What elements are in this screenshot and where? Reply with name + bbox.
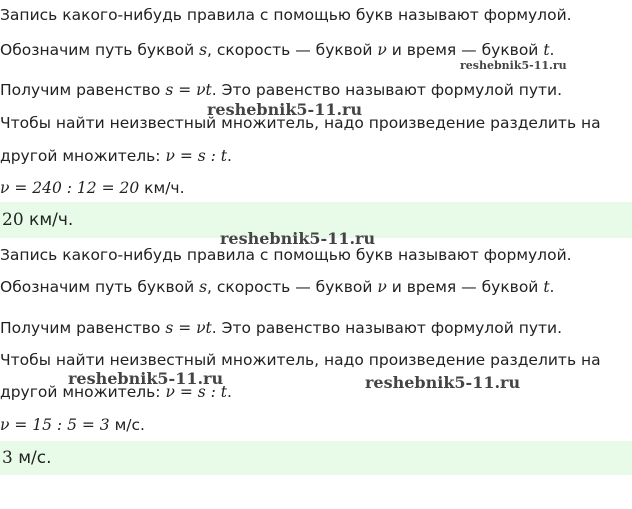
math-formula: ν = 240 : 12 = 20 (0, 179, 140, 197)
math-symbol: s (199, 278, 208, 296)
calculation-text (0, 178, 185, 198)
rule-text: Чтобы найти неизвестный множитель, надо произведение разделить на (0, 351, 601, 369)
text-fragment: . (549, 41, 555, 59)
math-symbol: ν (377, 41, 387, 59)
text-fragment: и время — буквой (386, 278, 544, 296)
notation-text (0, 277, 554, 297)
watermark: reshebnik5-11.ru (460, 59, 567, 72)
text-fragment: другой множитель: (0, 383, 166, 401)
answer-value: 20 (2, 210, 24, 230)
equation-text (0, 318, 562, 338)
math-formula: ν = 15 : 5 = 3 (0, 416, 110, 434)
rule-text: Чтобы найти неизвестный множитель, надо произведение разделить на (0, 114, 601, 132)
answer-text (2, 209, 73, 231)
math-formula: ν = s : t (165, 383, 227, 401)
math-symbol: s (199, 41, 208, 59)
math-symbol: t (543, 278, 550, 296)
rule-text-continued (0, 146, 232, 166)
calculation-text (0, 415, 145, 435)
definition-text: Запись какого-нибудь правила с помощью букв называют формулой. (0, 6, 572, 24)
watermark: reshebnik5-11.ru (68, 369, 224, 388)
answer-unit: км/ч. (23, 210, 74, 230)
math-formula: s = νt (165, 81, 212, 99)
answer-box (0, 441, 632, 475)
math-symbol: ν (377, 278, 387, 296)
text-fragment: . (549, 278, 555, 296)
text-fragment: Обозначим путь буквой (0, 41, 200, 59)
text-fragment: Получим равенство (0, 319, 166, 337)
math-formula: s = νt (165, 319, 212, 337)
unit-label: км/ч. (139, 179, 185, 197)
text-fragment: . Это равенство называют формулой пути. (211, 319, 563, 337)
answer-unit: м/с. (12, 448, 52, 468)
answer-value: 3 (2, 448, 13, 468)
definition-text: Запись какого-нибудь правила с помощью букв называют формулой. (0, 246, 572, 264)
notation-text (0, 40, 554, 60)
equation-text (0, 80, 562, 100)
math-formula: ν = s : t (165, 147, 227, 165)
text-fragment: , скорость — буквой (207, 41, 378, 59)
text-fragment: Обозначим путь буквой (0, 278, 200, 296)
math-symbol: t (543, 41, 550, 59)
text-fragment: , скорость — буквой (207, 278, 378, 296)
unit-label: м/с. (109, 416, 145, 434)
text-fragment: . (227, 383, 232, 401)
text-fragment: . (227, 147, 232, 165)
text-fragment: . Это равенство называют формулой пути. (211, 81, 563, 99)
answer-text (2, 447, 52, 469)
text-fragment: другой множитель: (0, 147, 166, 165)
watermark: reshebnik5-11.ru (365, 373, 521, 392)
watermark: reshebnik5-11.ru (207, 100, 363, 119)
watermark: reshebnik5-11.ru (220, 229, 376, 248)
text-fragment: Получим равенство (0, 81, 166, 99)
text-fragment: и время — буквой (386, 41, 544, 59)
